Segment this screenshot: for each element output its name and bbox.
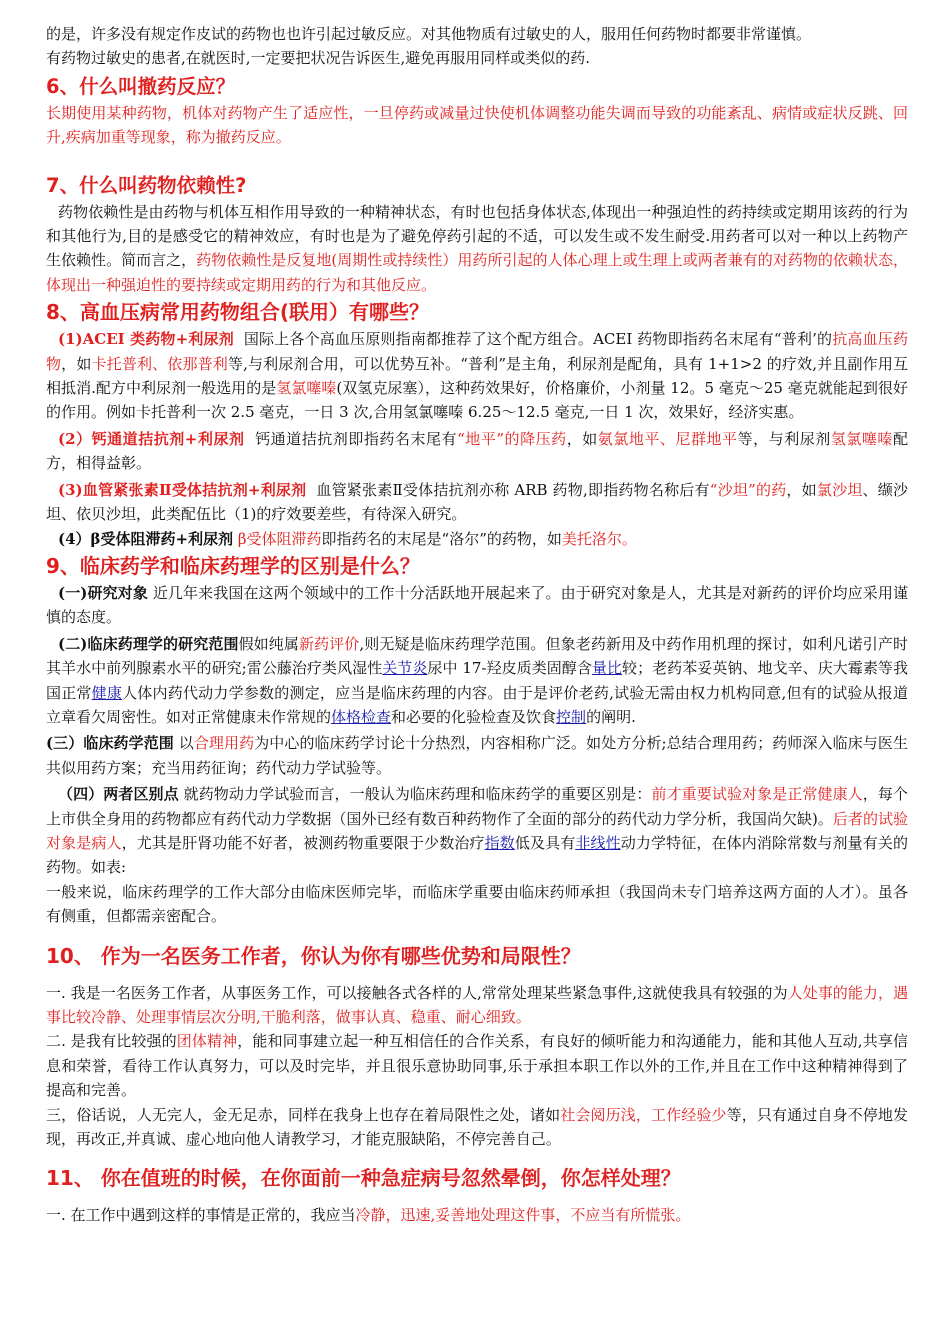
s9-p2-text-3: 尿中 17-羟皮质类固醇含	[427, 659, 592, 678]
section-8-heading: 8、高血压病常用药物组合(联用）有哪些？	[46, 300, 430, 325]
intro-line-1: 的是，许多没有规定作皮试的药物也也许引起过敏反应。对其他物质有过敏史的人，服用任何药物时都要非常谨慎。	[46, 25, 812, 43]
s8-item-3	[46, 478, 908, 527]
s10-p3-text-2: 等，只有通过自身不停地发现，再改正,并真诚、虚心地向他人请教学习，才能克服缺陷，不停完善自己。	[46, 1105, 908, 1149]
s8-i4-red-1: β受体阻滞药	[237, 529, 322, 548]
s10-para-1	[46, 981, 908, 1030]
s9-p3-label: (三）临床药学范围	[46, 734, 174, 753]
s9-p2-text-5: 人体内药代动力学参数的测定，应当是临床药理的内容。由于是评价老药,试验无需由权力机构同意,但有的试验从报道立章看欠周密性。如对正常健康未作常规的	[46, 683, 908, 726]
s8-item-2-label: (2）钙通道拮抗剂+利尿剂	[58, 429, 245, 448]
document-page	[46, 22, 908, 1228]
section-7-body	[46, 200, 908, 298]
s8-item-3-label: (3)血管紧张素Ⅱ受体拮抗剂+利尿剂	[58, 480, 307, 499]
s9-para-1	[46, 581, 908, 630]
s8-i2-red-2: 氨氯地平、尼群地平	[597, 429, 738, 448]
link-physical-exam[interactable]: 体格检查	[331, 707, 392, 726]
s9-p1-label: (一)研究对象	[58, 583, 148, 602]
s8-i2-red-1: “地平”的降压药	[457, 429, 567, 448]
link-nonlinear[interactable]: 非线性	[575, 833, 621, 852]
s8-i3-text-3: 、缬沙坦、依贝沙坦，此类配伍比（1)的疗效要差些，有待深入研究。	[46, 480, 908, 524]
s8-i1-red-2: 卡托普利、依那普利	[91, 354, 228, 373]
s8-i3-text-1: 血管紧张素Ⅱ受体拮抗剂亦称 ARB 药物,即指药物名称后有	[316, 480, 710, 499]
section-9-heading: 9、临床药学和临床药理学的区别是什么？	[46, 553, 420, 578]
s9-p2-label: (二)临床药理学的研究范围	[58, 634, 239, 653]
section-11-heading: 11、 你在值班的时候，在你面前一种急症病号忽然晕倒，你怎样处理？	[46, 1166, 681, 1191]
s7-text: 药物依赖性是由药物与机体互相作用导致的一种精神状态，有时也包括身体状态,体现出一种强迫性的药持续或定期用该药的行为和其他行为,目的是感受它的精神效应，有时也是为了避免停药引起的不适，可以发生或不发生耐受.用药者可以对一种以上药物产生依赖性。简而言之，	[46, 202, 908, 270]
s11-p1-text-1: 一. 在工作中遇到这样的事情是正常的，我应当	[46, 1206, 356, 1225]
intro-line-2: 有药物过敏史的患者,在就医时,一定要把状况告诉医生,避免再服用同样或类似的药.	[46, 49, 591, 68]
s9-para-2	[46, 632, 908, 730]
section-6-body: 长期使用某种药物，机体对药物产生了适应性，一旦停药或减量过快使机体调整功能失调而导致的功能紊乱、病情或症状反跳、回升,疾病加重等现象，称为撤药反应。	[46, 103, 908, 147]
s9-para-4	[46, 782, 908, 880]
s8-i2-text-3: 等，与利尿剂	[737, 429, 831, 448]
s9-p4-label: （四）两者区别点	[58, 785, 179, 804]
s8-i3-red-1: “沙坦”的药	[709, 480, 787, 499]
s9-p4-red-1: 前才重要试验对象是正常健康人	[651, 785, 863, 804]
s9-p4-red-2: 后者的试验对象是病人	[46, 809, 908, 852]
s8-i4-text-1: 即指药名的末尾是“洛尔”的药物，如	[321, 529, 562, 548]
s8-i1-text-3: 等,与利尿剂合用，可以优势互补。“普利”是主角，利尿剂是配角，具有 1+1>2 的疗效,并且副作用互相抵消.配方中利尿剂一般选用的是	[46, 354, 908, 398]
section-7-heading: 7、什么叫药物依赖性?	[46, 173, 247, 197]
s10-p2-text-1: 二. 是我有比较强的	[46, 1032, 177, 1051]
s10-para-2	[46, 1029, 908, 1102]
s9-p2-text-1: 假如纯属	[238, 634, 299, 653]
s8-item-1	[46, 327, 908, 425]
section-6-heading: 6、什么叫撤药反应？	[46, 74, 236, 98]
s11-p1-red-1: 冷静，迅速,妥善地处理这件事，不应当有所慌张。	[355, 1206, 691, 1225]
s9-p2-text-7: 的阐明.	[586, 707, 636, 726]
s8-i2-red-3: 氢氯噻嗪	[830, 429, 893, 448]
s8-item-1-label: (1)ACEI 类药物+利尿剂	[58, 330, 234, 349]
s9-p2-red-1: 新药评价	[298, 634, 360, 653]
s9-p4-text-3: ，尤其是肝肾功能不好者，被测药物重要限于少数治疗	[121, 833, 485, 852]
s8-i2-text-4: 配方，相得益彰。	[46, 429, 908, 473]
s9-p2-text-4: 较；老药苯妥英钠、地戈辛、庆大霉素等我国正常	[46, 659, 908, 702]
s10-p2-text-2: ，能和同事建立起一种互相信任的合作关系，有良好的倾听能力和沟通能力，能和其他人互动,共享信息和荣誉，看待工作认真努力，可以及时完毕，并且很乐意协助同事,乐于承担本职工作以外的工作,并且在工作中这种精神得到了提高和完善。	[46, 1032, 908, 1100]
s7-highlight: 药物依赖性是反复地(周期性或持续性）用药所引起的人体心理上或生理上或两者兼有的对药物的依赖状态，体现出一种强迫性的要持续或定期用药的行为和其他反应。	[46, 251, 908, 294]
s10-p1-text-1: 一. 我是一名医务工作者，从事医务工作，可以接触各式各样的人,常常处理某些紧急事件,这就使我具有较强的为	[46, 983, 788, 1002]
s8-i3-text-2: ，如	[786, 480, 817, 499]
s8-i1-red-1: 抗高血压药物	[46, 330, 908, 373]
s8-i1-text-1: 国际上各个高血压原则指南都推荐了这个配方组合。ACEI 药物即指药名末尾有“普利’的	[243, 330, 833, 349]
s9-p4-text-5: 动力学特征，在体内消除常数与剂量有关的药物。如表:	[46, 833, 908, 877]
s8-i2-text-2: ，如	[566, 429, 598, 448]
link-arthritis[interactable]: 关节炎	[382, 659, 428, 678]
link-ratio[interactable]: 量比	[591, 659, 623, 678]
s9-p3-red-1: 合理用药	[193, 734, 255, 753]
link-health[interactable]: 健康	[91, 683, 123, 702]
s8-item-4	[46, 527, 908, 551]
s9-p2-text-2: ,则无疑是临床药理学范围。但象老药新用及中药作用机理的探讨，如利凡诺引产时其羊水中前列腺素水平的研究;雷公藤治疗类风湿性	[46, 634, 908, 678]
s8-i3-red-2: 氯沙坦	[816, 480, 863, 499]
s8-i2-text-1: 钙通道拮抗剂即指药名末尾有	[255, 429, 458, 448]
s10-p1-red-1: 人处事的能力，遇事比较冷静、处理事情层次分明,干脆利落，做事认真、稳重、耐心细致。	[46, 983, 908, 1026]
s9-p4-text-2: ，每个上市供全身用的药物都应有药代动力学数据（国外已经有数百种药物作了全面的部分的药代动力学分析，我国尚欠缺)。	[46, 785, 908, 828]
s9-para-3	[46, 731, 908, 780]
s10-p3-red-1: 社会阅历浅，工作经验少	[560, 1105, 727, 1124]
s10-p3-text-1: 三，俗话说，人无完人，金无足赤，同样在我身上也存在着局限性之处，诸如	[46, 1105, 561, 1124]
intro-paragraph	[46, 22, 908, 71]
link-control[interactable]: 控制	[556, 707, 587, 726]
s8-i1-text-4: (双氢克尿塞），这种药效果好，价格廉价，小剂量 12。5 毫克～25 毫克就能起到很好的作用。例如卡托普利一次 2.5 毫克，一日 3 次,合用氢氯噻嗪 6.25～12.5 毫克,一日 1 次，效果好，经济实惠。	[46, 379, 908, 422]
s9-para-5: 一般来说，临床药理学的工作大部分由临床医师完毕，而临床学重要由临床药师承担（我国尚未专门培养这两方面的人才）。虽各有侧重，但都需亲密配合。	[46, 882, 908, 926]
s10-para-3	[46, 1103, 908, 1152]
s9-p3-text-2: 为中心的临床药学讨论十分热烈，内容相称广泛。如处方分析;总结合理用药；药师深入临床与医生共似用药方案；充当用药征询；药代动力学试验等。	[46, 734, 908, 777]
s8-i1-text-2: ，如	[61, 354, 92, 373]
s11-para-1	[46, 1203, 908, 1227]
s9-p4-text-4: 低及具有	[514, 833, 576, 852]
link-index[interactable]: 指数	[484, 833, 515, 852]
section-10-heading: 10、 作为一名医务工作者，你认为你有哪些优势和局限性？	[46, 943, 581, 968]
s8-i1-red-3: 氢氯噻嗪	[276, 379, 337, 398]
s8-item-4-label: (4）β受体阻滞药+利尿剂	[58, 529, 234, 548]
s9-p2-text-6: 和必要的化验检查及饮食	[391, 707, 557, 726]
s9-p1-text: 近几年来我国在这两个领域中的工作十分活跃地开展起来了。由于研究对象是人，尤其是对新药的评价均应采用谨慎的态度。	[46, 583, 908, 627]
s9-p4-text-1: 就药物动力学试验而言，一般认为临床药理和临床药学的重要区别是：	[183, 785, 652, 804]
s8-i4-red-2: 美托洛尔。	[561, 529, 637, 548]
s8-item-2	[46, 427, 908, 476]
s9-p3-text-1: 以	[178, 734, 194, 753]
s10-p2-red-1: 团体精神	[176, 1032, 238, 1051]
